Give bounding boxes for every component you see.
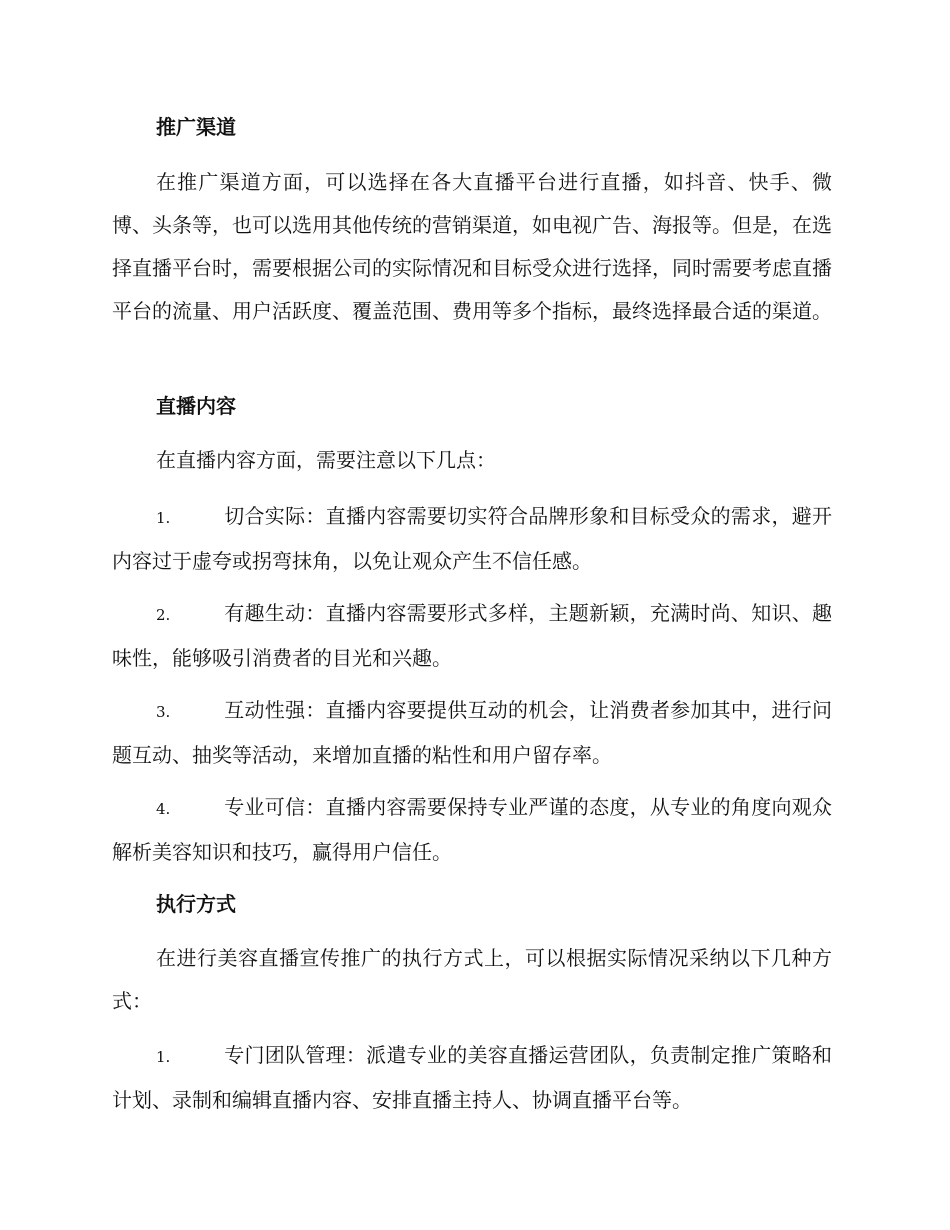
paragraph-execution-methods-intro: 在进行美容直播宣传推广的执行方式上，可以根据实际情况采纳以下几种方式： (112, 946, 832, 1013)
list-item-number: 3. (156, 703, 171, 721)
paragraph-promotion-channels: 在推广渠道方面，可以选择在各大直播平台进行直播，如抖音、快手、微博、头条等，也可以选用其他传统的营销渠道，如电视广告、海报等。但是，在选择直播平台时，需要根据公司的实际情况和目标受众进行选择，同时需要考虑直播平台的流量、用户活跃度、覆盖范围、费用等多个指标，最终选择最合适的渠道。 (112, 170, 832, 323)
list-item-text: 切合实际：直播内容需要切实符合品牌形象和目标受众的需求，避开内容过于虚夸或拐弯抹角，以免让观众产生不信任感。 (112, 504, 832, 573)
section-heading-execution-methods: 执行方式 (156, 892, 236, 916)
list-item-number: 1. (156, 509, 171, 527)
list-item (112, 786, 832, 874)
paragraph-live-content-intro: 在直播内容方面，需要注意以下几点： (156, 448, 496, 472)
list-item-text: 有趣生动：直播内容需要形式多样，主题新颖，充满时尚、知识、趣味性，能够吸引消费者的目光和兴趣。 (112, 601, 832, 670)
list-item-number: 1. (156, 1048, 171, 1066)
list-item (112, 495, 832, 583)
list-item-text: 专门团队管理：派遣专业的美容直播运营团队，负责制定推广策略和计划、录制和编辑直播内容、安排直播主持人、协调直播平台等。 (112, 1043, 832, 1112)
list-item (112, 1034, 832, 1122)
list-item (112, 592, 832, 680)
section-heading-promotion-channels: 推广渠道 (156, 115, 236, 139)
list-item-text: 专业可信：直播内容需要保持专业严谨的态度，从专业的角度向观众解析美容知识和技巧，赢得用户信任。 (112, 795, 832, 864)
list-item (112, 689, 832, 777)
list-item-number: 2. (156, 606, 171, 624)
list-item-number: 4. (156, 800, 171, 818)
section-heading-live-content: 直播内容 (156, 394, 236, 418)
list-item-text: 互动性强：直播内容要提供互动的机会，让消费者参加其中，进行问题互动、抽奖等活动，来增加直播的粘性和用户留存率。 (112, 698, 832, 767)
